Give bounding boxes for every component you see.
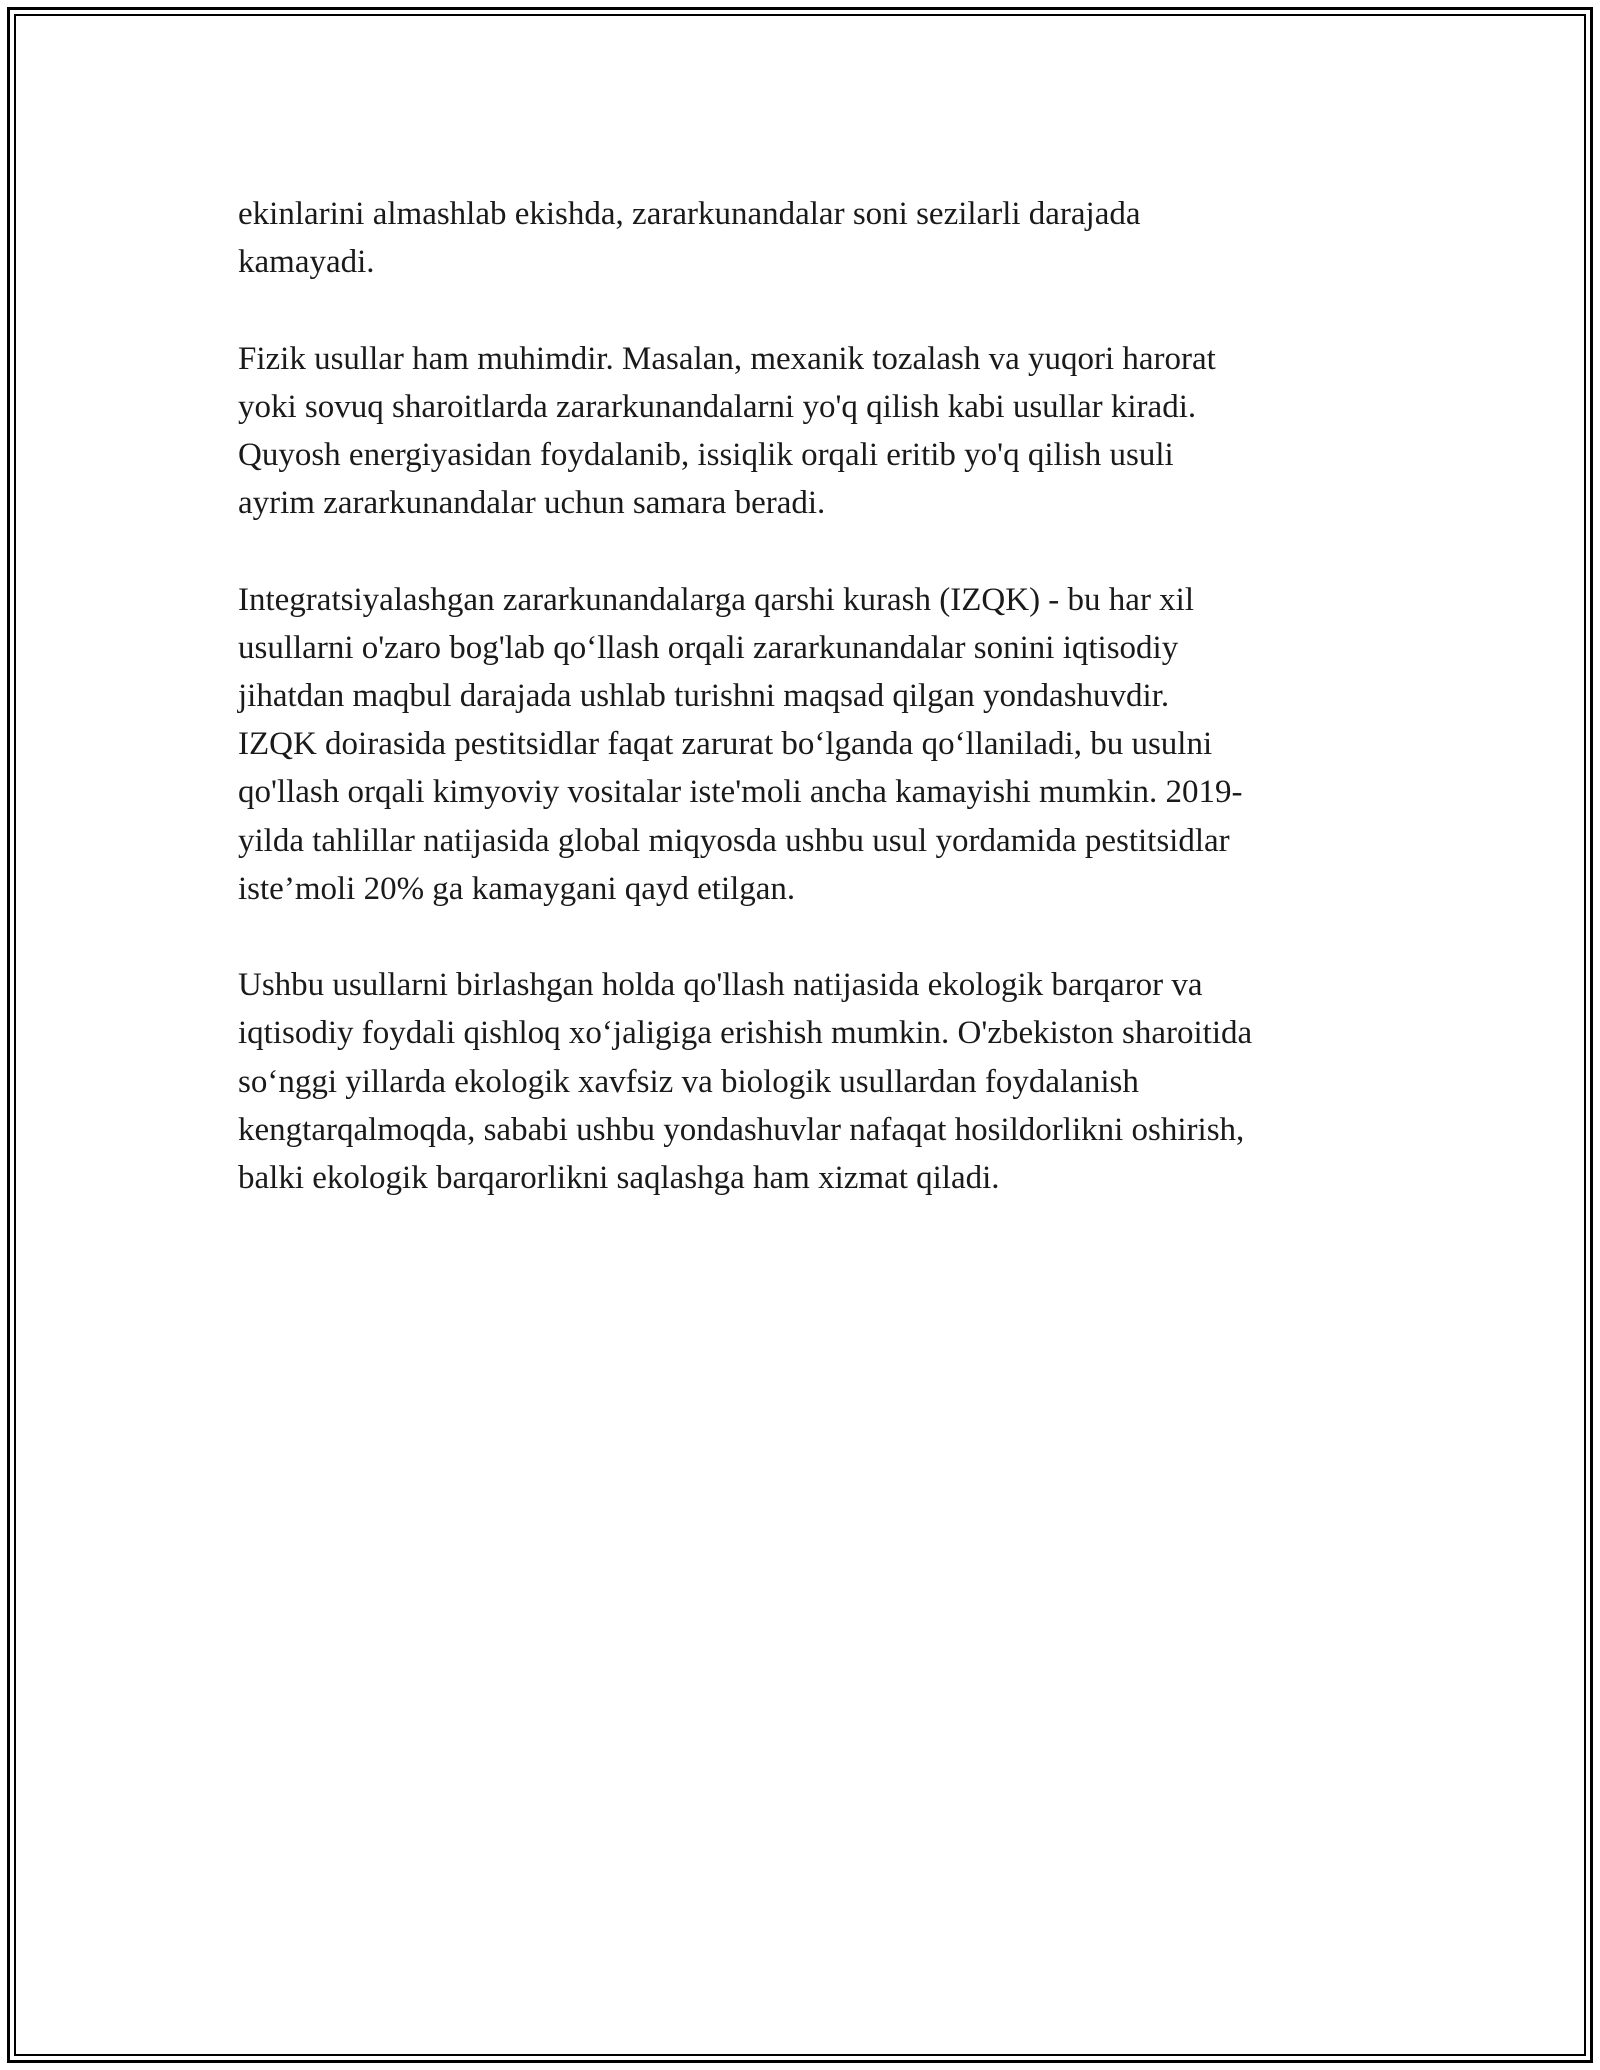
paragraph-conclusion bbox=[238, 961, 1403, 1202]
paragraph-physical-methods bbox=[238, 335, 1403, 528]
text-line: jihatdan maqbul darajada ushlab turishni maqsad qilgan yondashuvdir. bbox=[238, 678, 1170, 714]
text-line: kengtarqalmoqda, sababi ushbu yondashuvlar nafaqat hosildorlikni oshirish, bbox=[238, 1111, 1245, 1148]
text-line: Integratsiyalashgan zararkunandalarga qarshi kurash (IZQK) - bu har xil bbox=[238, 581, 1195, 618]
paragraph-integrated-pest-management bbox=[238, 576, 1403, 913]
text-line: yoki sovuq sharoitlarda zararkunandalarni yo'q qilish kabi usullar kiradi. bbox=[238, 388, 1197, 425]
document-body bbox=[238, 190, 1403, 1250]
text-line: Quyosh energiyasidan foydalanib, issiqlik orqali eritib yo'q qilish usuli bbox=[238, 437, 1174, 473]
text-line: IZQK doirasida pestitsidlar faqat zarurat bo‘lganda qo‘llaniladi, bu usulni bbox=[238, 726, 1213, 763]
text-line: balki ekologik barqarorlikni saqlashga ham xizmat qiladi. bbox=[238, 1160, 1000, 1197]
page-frame bbox=[7, 7, 1593, 2063]
text-line: yilda tahlillar natijasida global miqyosda ushbu usul yordamida pestitsidlar bbox=[238, 822, 1230, 859]
text-line: Fizik usullar ham muhimdir. Masalan, mexanik tozalash va yuqori harorat bbox=[238, 340, 1216, 377]
text-line: usullarni o'zaro bog'lab qo‘llash orqali zararkunandalar sonini iqtisodiy bbox=[238, 629, 1179, 666]
text-line: qo'llash orqali kimyoviy vositalar iste'moli ancha kamayishi mumkin. 2019- bbox=[238, 774, 1243, 811]
text-line: ekinlarini almashlab ekishda, zararkunandalar soni sezilarli darajada bbox=[238, 196, 1141, 232]
text-line: so‘nggi yillarda ekologik xavfsiz va biologik usullardan foydalanish bbox=[238, 1063, 1139, 1100]
text-line: iste’moli 20% ga kamaygani qayd etilgan. bbox=[238, 870, 796, 907]
text-line: ayrim zararkunandalar uchun samara beradi. bbox=[238, 485, 826, 522]
paragraph-crop-rotation bbox=[238, 190, 1403, 286]
text-line: iqtisodiy foydali qishloq xo‘jaligiga erishish mumkin. O'zbekiston sharoitida bbox=[238, 1015, 1253, 1052]
text-line: Ushbu usullarni birlashgan holda qo'llash natijasida ekologik barqaror va bbox=[238, 967, 1203, 1004]
text-line: kamayadi. bbox=[238, 244, 375, 281]
